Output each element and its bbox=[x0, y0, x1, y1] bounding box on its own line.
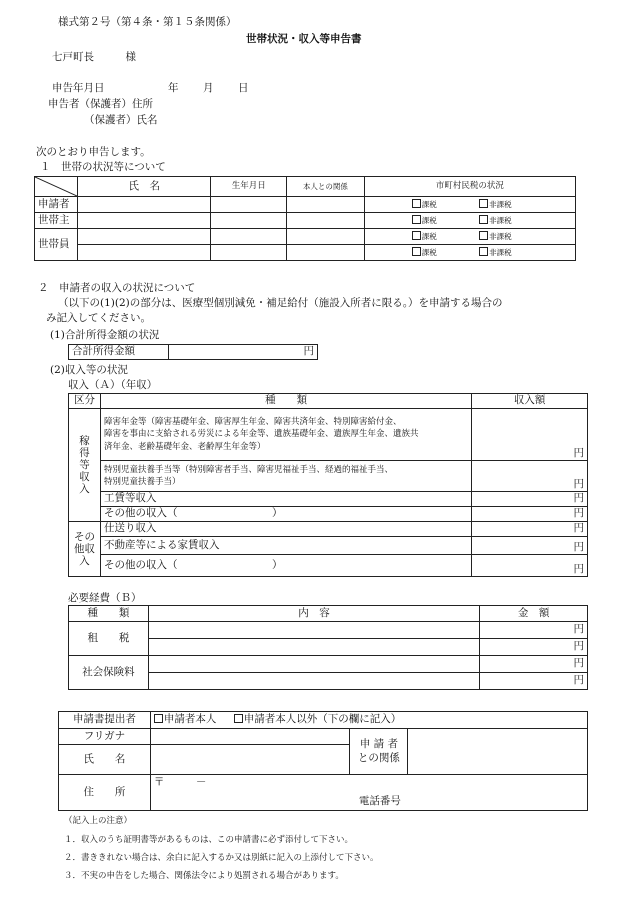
form-number: 様式第２号（第４条・第１５条関係） bbox=[58, 16, 237, 28]
income-allowance: 特別児童扶養手当等（特別障害者手当、障害児福祉手当、経過的福祉手当、 特別児童扶養手当） bbox=[100, 461, 471, 492]
section1-heading: １ 世帯の状況等について bbox=[40, 161, 166, 173]
col-kubun: 区分 bbox=[69, 394, 101, 409]
notes-heading: （記入上の注意） bbox=[64, 816, 133, 826]
total-income-table bbox=[68, 344, 318, 360]
head-tax-cell: 課税 非課税 bbox=[364, 213, 575, 229]
applicant-relation-cell[interactable] bbox=[287, 197, 365, 213]
tax-checkbox[interactable] bbox=[412, 247, 421, 256]
member1-name-cell[interactable] bbox=[78, 229, 211, 245]
row-member-label: 世帯員 bbox=[35, 229, 78, 261]
member2-name-cell[interactable] bbox=[78, 245, 211, 261]
date-label: 申告年月日 bbox=[52, 82, 105, 94]
exp-col-kind: 種 類 bbox=[69, 606, 149, 622]
income-other2-amount[interactable]: 円 bbox=[472, 555, 588, 577]
furigana-input[interactable] bbox=[150, 729, 350, 745]
relation-label: 申 請 者 との関係 bbox=[350, 729, 408, 775]
applicant-name-label: （保護者）氏名 bbox=[84, 114, 158, 126]
income-title: 収入（Ａ）（年収） bbox=[68, 379, 158, 391]
exp-social-label: 社会保険料 bbox=[69, 656, 149, 690]
page-title: 世帯状況・収入等申告書 bbox=[246, 33, 362, 45]
income-wages: 工賃等収入 bbox=[100, 492, 471, 507]
exp-social-content2[interactable] bbox=[148, 673, 479, 690]
self-option: 申請者本人 bbox=[163, 713, 217, 726]
exp-tax-label: 租 税 bbox=[69, 622, 149, 656]
income-allowance-from-family-amount[interactable]: 円 bbox=[472, 522, 588, 537]
tax-checkbox[interactable] bbox=[412, 231, 421, 240]
applicant-birth-cell[interactable] bbox=[211, 197, 287, 213]
phone-label: 電話番号 bbox=[358, 795, 401, 807]
exp-tax-content1[interactable] bbox=[148, 622, 479, 639]
income-rent-amount[interactable]: 円 bbox=[472, 537, 588, 555]
col-birthdate: 生年月日 bbox=[211, 177, 287, 197]
member2-birth-cell[interactable] bbox=[211, 245, 287, 261]
exp-col-content: 内 容 bbox=[148, 606, 479, 622]
head-name-cell[interactable] bbox=[78, 213, 211, 229]
col-relation: 本人との関係 bbox=[287, 177, 365, 197]
address-input[interactable] bbox=[150, 775, 587, 811]
subsection1-heading: (1)合計所得金額の状況 bbox=[50, 329, 160, 341]
row-head-label: 世帯主 bbox=[35, 213, 78, 229]
member2-tax-cell: 課税 非課税 bbox=[364, 245, 575, 261]
group-earned-income: 稼得等収入 bbox=[69, 409, 101, 522]
applicant-name-cell[interactable] bbox=[78, 197, 211, 213]
submitter-label: 申請書提出者 bbox=[59, 712, 151, 729]
relation-input[interactable] bbox=[408, 729, 588, 775]
date-month: 月 bbox=[203, 82, 214, 94]
col-kind: 種 類 bbox=[100, 394, 471, 409]
other-checkbox[interactable] bbox=[234, 714, 243, 723]
note-2: ２．書ききれない場合は、余白に記入するか又は別紙に記入の上添付して下さい。 bbox=[64, 853, 379, 863]
head-relation-cell[interactable] bbox=[287, 213, 365, 229]
group-other-income: その他収入 bbox=[69, 522, 101, 577]
name-input[interactable] bbox=[150, 745, 350, 775]
income-pension-amount[interactable]: 円 bbox=[472, 409, 588, 461]
exp-tax-content2[interactable] bbox=[148, 639, 479, 656]
section2-heading: ２ 申請者の収入の状況について bbox=[38, 282, 196, 294]
household-table bbox=[34, 176, 576, 261]
exp-tax-amount1[interactable]: 円 bbox=[480, 622, 588, 639]
income-other1: その他の収入（ ） bbox=[100, 507, 471, 522]
income-pension: 障害年金等（障害基礎年金、障害厚生年金、障害共済年金、特別障害給付金、 障害を事由に支給される労災による年金等、遺族基礎年金、遺族厚生年金、遺族共 済年金、老齢基礎年金、老齢厚生年金等） bbox=[100, 409, 471, 461]
member1-birth-cell[interactable] bbox=[211, 229, 287, 245]
member1-relation-cell[interactable] bbox=[287, 229, 365, 245]
tax-checkbox[interactable] bbox=[412, 215, 421, 224]
nontax-checkbox[interactable] bbox=[479, 199, 488, 208]
nontax-checkbox[interactable] bbox=[479, 247, 488, 256]
total-income-value[interactable]: 円 bbox=[168, 345, 317, 360]
submitter-options bbox=[150, 712, 587, 729]
postal-code: 〒 － bbox=[153, 776, 207, 788]
income-allowance-amount[interactable]: 円 bbox=[472, 461, 588, 492]
exp-tax-amount2[interactable]: 円 bbox=[480, 639, 588, 656]
other-option: 申請者本人以外（下の欄に記入） bbox=[243, 713, 402, 726]
row-applicant-label: 申請者 bbox=[35, 197, 78, 213]
nontax-checkbox[interactable] bbox=[479, 215, 488, 224]
date-day: 日 bbox=[238, 82, 249, 94]
income-rent: 不動産等による家賃収入 bbox=[100, 537, 471, 555]
col-tax-status: 市町村民税の状況 bbox=[364, 177, 575, 197]
income-allowance-from-family: 仕送り収入 bbox=[100, 522, 471, 537]
section2-note-line1: （以下の(1)(2)の部分は、医療型個別減免・補足給付（施設入所者に限る。）を申請する場合の bbox=[58, 297, 503, 309]
head-birth-cell[interactable] bbox=[211, 213, 287, 229]
addressee: 七戸町長 様 bbox=[52, 51, 136, 63]
note-3: ３．不実の申告をした場合、関係法令により処罰される場合があります。 bbox=[64, 871, 344, 881]
date-year: 年 bbox=[168, 82, 179, 94]
note-1: １．収入のうち証明書等があるものは、この申請書に必ず添付して下さい。 bbox=[64, 835, 354, 845]
total-income-label: 合計所得金額 bbox=[69, 345, 169, 360]
tax-checkbox[interactable] bbox=[412, 199, 421, 208]
income-other1-amount[interactable]: 円 bbox=[472, 507, 588, 522]
col-amount: 収入額 bbox=[472, 394, 588, 409]
intro-text: 次のとおり申告します。 bbox=[36, 146, 151, 158]
income-table bbox=[68, 393, 588, 577]
expense-title: 必要経費（Ｂ） bbox=[68, 592, 142, 604]
name-label: 氏 名 bbox=[59, 745, 151, 775]
member1-tax-cell: 課税 非課税 bbox=[364, 229, 575, 245]
member2-relation-cell[interactable] bbox=[287, 245, 365, 261]
section2-note-line2: み記入してください。 bbox=[46, 312, 151, 324]
income-other2: その他の収入（ ） bbox=[100, 555, 471, 577]
applicant-tax-cell: 課税 非課税 bbox=[364, 197, 575, 213]
expense-table bbox=[68, 605, 588, 690]
exp-social-amount1[interactable]: 円 bbox=[480, 656, 588, 673]
exp-social-content1[interactable] bbox=[148, 656, 479, 673]
nontax-checkbox[interactable] bbox=[479, 231, 488, 240]
furigana-label: フリガナ bbox=[59, 729, 151, 745]
income-wages-amount[interactable]: 円 bbox=[472, 492, 588, 507]
applicant-address-label: 申告者（保護者）住所 bbox=[48, 98, 153, 110]
self-checkbox[interactable] bbox=[154, 714, 163, 723]
exp-social-amount2[interactable]: 円 bbox=[480, 673, 588, 690]
exp-col-amount: 金 額 bbox=[480, 606, 588, 622]
col-name: 氏 名 bbox=[78, 177, 211, 197]
subsection2-heading: (2)収入等の状況 bbox=[50, 364, 128, 376]
header-diagonal-cell bbox=[35, 177, 78, 197]
submitter-table bbox=[58, 711, 588, 811]
address-label: 住 所 bbox=[59, 775, 151, 811]
